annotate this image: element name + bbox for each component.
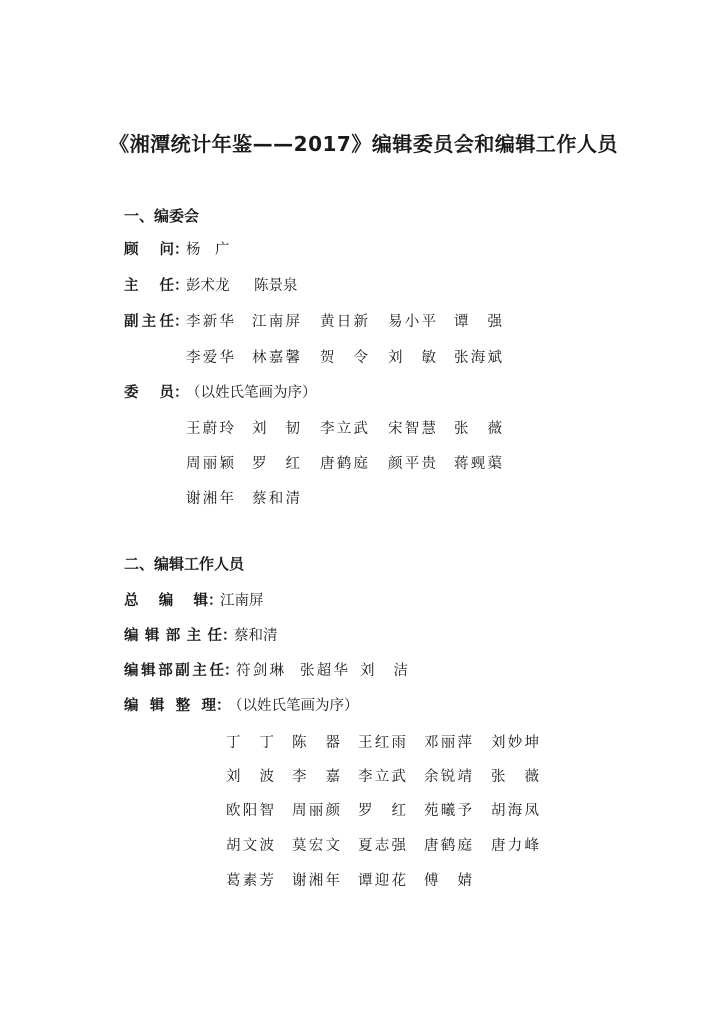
label-compilers: 编辑整理 [124,698,216,714]
name-compiler: 邓丽萍 [424,735,472,751]
name-member: 宋智慧 [388,421,436,437]
name-dept-deputy: 张超华 [300,663,348,679]
colon: ： [222,627,237,644]
name-compiler: 唐鹤庭 [424,838,472,854]
name-compiler: 夏志强 [358,838,406,854]
label-deputy-director: 副主任 [124,314,174,330]
name-compiler: 李立武 [358,769,406,785]
name-compiler: 罗 红 [358,803,406,819]
name-consultant: 杨 广 [186,242,230,258]
name-compiler: 谢湘年 [292,873,340,889]
name-compiler: 陈 器 [292,735,340,751]
name-compiler: 刘 波 [226,769,274,785]
name-director: 陈景泉 [254,278,298,294]
name-compiler: 唐力峰 [491,838,539,854]
name-member: 张 薇 [454,421,502,437]
name-member: 谢湘年 [186,491,234,507]
section-heading-committee: 一、编委会 [124,207,200,225]
name-deputy: 黄日新 [320,314,368,330]
label-consultant: 顾 问 [124,242,174,258]
name-member: 刘 韧 [252,421,300,437]
name-deputy: 江南屏 [252,314,300,330]
label-members: 委 员 [124,385,174,401]
name-dept-deputy: 刘 洁 [360,663,408,679]
members-note: （以姓氏笔画为序） [186,385,317,401]
colon: ： [174,241,189,258]
name-compiler: 傅 婧 [424,873,472,889]
name-member: 周丽颖 [186,456,234,472]
name-member: 唐鹤庭 [320,456,368,472]
colon: ： [224,662,239,679]
name-deputy: 刘 敏 [388,350,436,366]
name-director: 彭术龙 [186,278,230,294]
name-compiler: 周丽颜 [292,803,340,819]
colon: ： [174,384,189,401]
colon: ： [174,277,189,294]
name-member: 王蔚玲 [186,421,234,437]
name-member: 蔡和清 [252,491,300,507]
name-compiler: 胡文波 [226,838,274,854]
label-dept-deputy: 编辑部副主任 [124,663,224,679]
name-compiler: 张 薇 [491,769,539,785]
name-compiler: 谭迎花 [358,873,406,889]
label-director: 主 任 [124,278,174,294]
name-deputy: 李新华 [186,314,234,330]
name-compiler: 余锐靖 [424,769,472,785]
colon: ： [174,313,189,330]
name-member: 颜平贵 [388,456,436,472]
name-deputy: 张海斌 [454,350,502,366]
name-compiler: 欧阳智 [226,803,274,819]
name-dept-deputy: 符剑琳 [236,663,284,679]
name-member: 李立武 [320,421,368,437]
name-deputy: 贺 令 [320,350,368,366]
name-compiler: 丁 丁 [226,735,274,751]
name-deputy: 李爱华 [186,350,234,366]
compilers-note: （以姓氏笔画为序） [228,698,359,714]
name-compiler: 莫宏文 [292,838,340,854]
name-chief-editor: 江南屏 [220,593,264,609]
label-dept-director: 编辑部主任 [124,628,222,644]
colon: ： [208,592,223,609]
name-deputy: 易小平 [388,314,436,330]
section-heading-staff: 二、编辑工作人员 [124,555,245,573]
colon: ： [216,697,231,714]
name-compiler: 葛素芳 [226,873,274,889]
name-deputy: 谭 强 [454,314,502,330]
label-chief-editor: 总 编 辑 [124,593,208,609]
name-member: 罗 红 [252,456,300,472]
name-dept-director: 蔡和清 [234,628,278,644]
name-compiler: 李 嘉 [292,769,340,785]
name-compiler: 胡海凤 [491,803,539,819]
page-title: 《湘潭统计年鉴——2017》编辑委员会和编辑工作人员 [109,132,618,156]
name-compiler: 苑曦予 [424,803,472,819]
name-member: 蒋觋蕖 [454,456,502,472]
name-deputy: 林嘉馨 [252,350,300,366]
name-compiler: 刘妙坤 [491,735,539,751]
name-compiler: 王红雨 [358,735,406,751]
